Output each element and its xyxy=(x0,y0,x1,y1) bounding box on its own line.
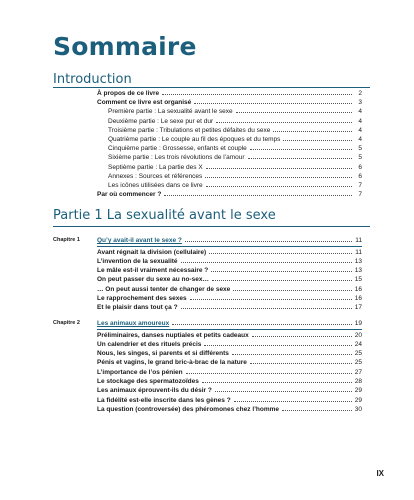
toc-entry-title: Troisième partie : Tribulations et petites défaites du sexe xyxy=(108,126,271,134)
toc-entry-page: 4 xyxy=(358,126,362,134)
dot-leader xyxy=(215,391,352,392)
toc-entry-title: Préliminaires, danses nuptiales et petits cadeaux xyxy=(97,331,249,339)
section-heading-introduction: Introduction xyxy=(53,72,132,87)
dot-leader xyxy=(282,410,352,411)
toc-entry[interactable] xyxy=(97,368,362,377)
dot-leader xyxy=(206,168,352,169)
toc-entry[interactable] xyxy=(97,396,362,405)
toc-entry-page: 5 xyxy=(358,154,362,162)
dot-leader xyxy=(283,140,352,141)
section-rule xyxy=(53,87,370,88)
toc-entry-title: On peut passer du sexe au no-sex… xyxy=(97,276,209,284)
toc-entry[interactable] xyxy=(97,275,362,284)
toc-entry[interactable] xyxy=(97,405,362,414)
dot-leader xyxy=(185,241,352,242)
toc-entry[interactable] xyxy=(97,257,362,266)
toc-entry-title: Nous, les singes, si parents et si différents xyxy=(97,350,229,358)
toc-entry[interactable] xyxy=(108,153,362,162)
toc-entry-page: 16 xyxy=(354,295,362,302)
toc-entry[interactable] xyxy=(97,358,362,367)
toc-entry-page: 19 xyxy=(354,320,362,327)
toc-entry[interactable] xyxy=(97,349,362,358)
toc-entry[interactable] xyxy=(97,89,362,98)
toc-entry-title: Qu’y avait-il avant le sexe ? xyxy=(97,237,182,244)
toc-entry-page: 5 xyxy=(358,145,362,153)
toc-entry-title: Les animaux éprouvent-ils du désir ? xyxy=(97,387,212,395)
toc-entry-title: Annexes : Sources et références xyxy=(108,172,203,180)
toc-entry[interactable] xyxy=(108,107,362,116)
dot-leader xyxy=(212,280,352,281)
toc-entry-page: 16 xyxy=(354,285,362,293)
toc-entry[interactable] xyxy=(108,126,362,135)
dot-leader xyxy=(273,131,352,132)
toc-entry-title: Le rapprochement des sexes xyxy=(97,295,187,302)
toc-entry[interactable] xyxy=(108,135,362,144)
toc-entry-title: Les animaux amoureux xyxy=(97,320,170,327)
toc-entry[interactable] xyxy=(97,303,362,312)
toc-entry-title: Et le plaisir dans tout ça ? xyxy=(97,304,178,312)
toc-entry-page: 25 xyxy=(354,350,362,358)
toc-entry-page: 6 xyxy=(358,163,362,171)
toc-entry-title: Le stockage des spermatozoïdes xyxy=(97,378,199,385)
dot-leader xyxy=(181,262,352,263)
toc-entry-title: … On peut aussi tenter de changer de sexe xyxy=(97,285,231,293)
chapter-label: Chapitre 2 xyxy=(53,320,80,326)
toc-entry[interactable] xyxy=(97,190,362,199)
toc-entry-title: Quatrième partie : Le couple au fil des époques et du temps xyxy=(108,136,281,143)
dot-leader xyxy=(181,308,352,309)
toc-entry-title: Pénis et vagins, le grand bric-à-brac de la nature xyxy=(97,359,247,367)
toc-entry[interactable] xyxy=(97,377,362,386)
dot-leader xyxy=(250,363,352,364)
dot-leader xyxy=(233,290,352,291)
toc-entry-page: 27 xyxy=(354,368,362,376)
dot-leader xyxy=(216,122,352,123)
toc-entry[interactable] xyxy=(97,285,362,294)
chapter-title-entry[interactable] xyxy=(97,319,362,328)
dot-leader xyxy=(206,186,352,187)
page-title: Sommaire xyxy=(53,32,197,61)
toc-entry-title: L’invention de la sexualité xyxy=(97,257,178,265)
dot-leader xyxy=(211,271,352,272)
dot-leader xyxy=(164,195,352,196)
dot-leader xyxy=(248,158,352,159)
toc-entry-page: 11 xyxy=(355,248,362,256)
dot-leader xyxy=(204,345,352,346)
toc-entry-title: Septième partie : La partie des X xyxy=(108,163,203,171)
toc-entry[interactable] xyxy=(97,98,362,107)
toc-entry-title: La fidélité est-elle inscrite dans les gènes ? xyxy=(97,396,231,404)
toc-entry[interactable] xyxy=(108,144,362,153)
toc-entry-page: 6 xyxy=(358,172,362,180)
dot-leader xyxy=(194,103,352,104)
dot-leader xyxy=(172,324,352,325)
toc-entry-page: 4 xyxy=(358,108,362,116)
toc-entry[interactable] xyxy=(97,248,362,257)
section-rule xyxy=(53,226,370,227)
toc-entry-title: Le mâle est-il vraiment nécessaire ? xyxy=(97,267,209,275)
toc-entry-title: À propos de ce livre xyxy=(97,90,160,97)
toc-entry-page: 4 xyxy=(358,117,362,125)
toc-entry-title: Comment ce livre est organisé xyxy=(97,99,192,107)
dot-leader xyxy=(252,336,352,337)
toc-entry-title: Première partie : La sexualité avant le sexe xyxy=(108,108,233,116)
toc-entry-page: 29 xyxy=(354,387,362,395)
toc-entry-page: 4 xyxy=(358,136,362,143)
toc-entry-page: 13 xyxy=(354,267,362,275)
toc-entry[interactable] xyxy=(97,340,362,349)
toc-entry-page: 7 xyxy=(358,191,362,199)
toc-entry-title: La question (controversée) des phéromones chez l’homme xyxy=(97,405,280,413)
dot-leader xyxy=(162,94,352,95)
toc-entry-page: 28 xyxy=(354,378,362,385)
dot-leader xyxy=(250,149,352,150)
dot-leader xyxy=(205,177,352,178)
toc-entry[interactable] xyxy=(97,386,362,395)
dot-leader xyxy=(234,401,352,402)
chapter-title-entry[interactable] xyxy=(97,236,362,245)
toc-entry-page: 2 xyxy=(358,90,362,97)
toc-entry-title: Un calendrier et des rituels précis xyxy=(97,340,202,348)
dot-leader xyxy=(190,299,352,300)
dot-leader xyxy=(232,354,352,355)
toc-entry-page: 30 xyxy=(354,405,362,413)
toc-entry-page: 13 xyxy=(354,257,362,265)
toc-entry-page: 15 xyxy=(354,276,362,284)
toc-entry-title: Cinquième partie : Grossesse, enfants et couple xyxy=(108,145,247,153)
chapter-label: Chapitre 1 xyxy=(53,237,80,243)
toc-entry-page: 25 xyxy=(354,359,362,367)
toc-entry-title: Les icônes utilisées dans ce livre xyxy=(108,182,203,189)
toc-entry[interactable] xyxy=(108,181,362,190)
section-heading-partie-1: Partie 1 La sexualité avant le sexe xyxy=(53,208,276,223)
toc-entry-page: 20 xyxy=(354,331,362,339)
toc-entry-title: Sixième partie : Les trois révolutions de l’amour xyxy=(108,154,245,162)
toc-entry[interactable] xyxy=(97,331,362,340)
dot-leader xyxy=(209,253,352,254)
toc-entry[interactable] xyxy=(108,172,362,181)
toc-entry-page: 29 xyxy=(354,396,362,404)
toc-entry[interactable] xyxy=(97,266,362,275)
page-number: IX xyxy=(376,469,384,478)
toc-entry[interactable] xyxy=(97,294,362,303)
toc-entry-title: L’importance de l’os pénien xyxy=(97,368,183,376)
dot-leader xyxy=(236,112,352,113)
toc-entry-title: Avant régnait la division (cellulaire) xyxy=(97,248,207,256)
toc-entry[interactable] xyxy=(108,117,362,126)
dot-leader xyxy=(202,382,352,383)
toc-entry-page: 7 xyxy=(358,182,362,189)
toc-entry-page: 11 xyxy=(355,237,362,244)
toc-entry-title: Par où commencer ? xyxy=(97,191,162,199)
toc-entry-page: 24 xyxy=(354,340,362,348)
toc-entry-page: 17 xyxy=(354,304,362,312)
toc-entry[interactable] xyxy=(108,163,362,172)
toc-entry-page: 3 xyxy=(358,99,362,107)
toc-entry-title: Deuxième partie : Le sexe pur et dur xyxy=(108,117,214,125)
dot-leader xyxy=(186,373,352,374)
